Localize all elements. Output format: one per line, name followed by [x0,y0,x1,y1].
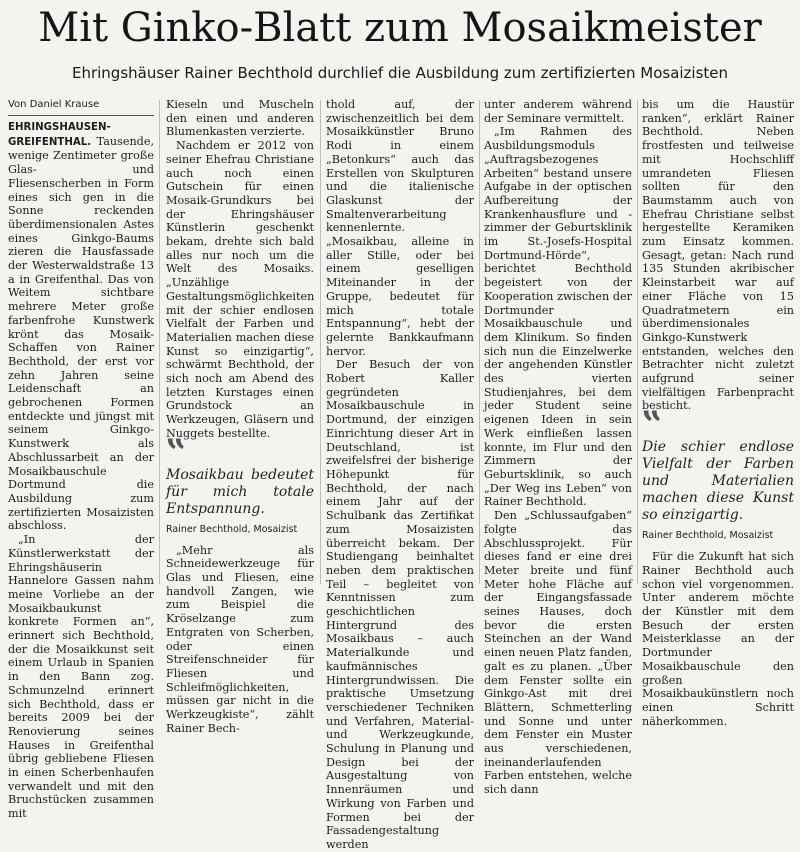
article-paragraph: „In der Künstlerwerkstatt der Ehringshäuserin Hannelore Gassen nahm meine Vorliebe an der Mosaikbaukunst konkrete Formen an“, erinnert sich Bechthold, der die Mosaikkunst seit einem Urlaub in Spanien in den Bann zog. Schmunzelnd erinnert sich Bechthold, dass er bereits 2009 bei der Renovierung seines Hauses in Greifenthal übrig gebliebene Fliesen in einen Scherbenhaufen verwandelt und mit den Bruchstücken zusammen mit [8,533,154,821]
pull-quote-source: Rainer Bechthold, Mosaizist [642,530,774,542]
article-subheadline: Ehringshäuser Rainer Bechthold durchlief die Ausbildung zum zertifizierten Mosaizisten [71,64,729,82]
article-column-2 [166,98,315,735]
article-paragraph: Den „Schlussaufgaben“ folgte das Abschlussprojekt. Für dieses fand er eine drei Meter breite und fünf Meter hohe Fläche auf der Eingangsfassade seines Hauses, doch bevor die ersten Steinchen an der Wand einen neuen Platz fanden, galt es zu planen. „Über dem Fenster sollte ein Ginkgo-Ast mit drei Blättern, Schmetterling und Sonne und unter dem Fenster ein Muster aus verschiedenen, ineinanderlaufenden Farben entstehen, welche sich dann [484,509,632,797]
article-column-5 [642,98,794,728]
article-paragraph: thold auf, der zwischenzeitlich bei dem Mosaikkünstler Bruno Rodi in einem „Betonkurs“ auch das Erstellen von Skulpturen und die italienische Glaskunst der Smaltenverarbeitung kennenlernte. „Mosaikbau, alleine in aller Stille, oder bei einem geselligen Miteinander in der Gruppe, bedeutet für mich totale Entspannung“, hebt der gelernte Bankkaufmann hervor. [326,98,474,358]
article-column-3 [326,98,474,851]
column-divider [320,100,321,584]
article-paragraph: „Im Rahmen des Ausbildungsmoduls „Auftragsbezogenes Arbeiten“ bestand unsere Aufgabe in der optischen Aufbereitung der Krankenhausflure und -zimmer der Geburtsklinik im St.-Josefs-Hospital Dortmund-Hörde“, berichtet Bechthold begeistert von der Kooperation zwischen der Dortmunder Mosaikbauschule und dem Klinikum. So finden sich nun die Einzelwerke der angehenden Künstler des vierten Studienjahres, bei dem jeder Student seine eigenen Ideen in sein Werk einfließen lassen konnte, im Flur und den Zimmern der Geburtsklinik, so auch „Der Weg ins Leben“ von Rainer Bechthold. [484,125,632,509]
quote-mark-icon: ‟ [642,404,663,447]
article-paragraph: Der Besuch der von Robert Kaller gegründeten Mosaikbauschule in Dortmund, der einzigen Einrichtung dieser Art in Deutschland, ist zweifelsfrei der bisherige Höhepunkt für Bechthold, der nach einem Jahr auf der Schulbank das Zertifikat zum Mosaizisten überreicht bekam. Der Studiengang beinhaltet neben dem praktischen Teil – begleitet von Kenntnissen zum geschichtlichen Hintergrund des Mosaikbaus – auch Materialkunde und kaufmännisches Hintergrundwissen. Die praktische Umsetzung verschiedener Techniken und Verfahren, Material- und Werkzeugkunde, Schulung in Planung und Design bei der Ausgestaltung von Innenräumen und Wirkung von Farben und Formen bei der Fassadengestaltung werden [326,358,474,851]
pull-quote-source: Rainer Bechthold, Mosaizist [166,523,298,535]
column-divider [159,100,160,584]
column-divider [479,100,480,584]
article-paragraph: Für die Zukunft hat sich Rainer Bechthold auch schon viel vorgenommen. Unter anderem möchte der Künstler mit dem Besuch der ersten Meisterklasse an der Dortmunder Mosaikbauschule den großen Mosaikbaukünstlern noch einen Schritt näherkommen. [642,550,794,728]
article-column-1 [8,98,154,821]
pull-quote: Mosaikbau bedeutet für mich totale Entspannung. [166,466,314,517]
dateline: EHRINGSHAUSEN-GREIFENTHAL. [8,122,111,148]
article-paragraph: Nachdem er 2012 von seiner Ehefrau Christiane auch noch einen Gutschein für einen Mosaik-Grundkurs bei der Ehringshäuser Künstlerin geschenkt bekam, drehte sich bald alles nur noch um die Welt des Mosaiks. „Unzählige Gestaltungsmöglichkeiten mit der schier endlosen Vielfalt der Farben und Materialien machen diese Kunst so einzigartig“, schwärmt Bechthold, der sich noch am Abend des letzten Kurstages einen Grundstock an Werkzeugen, Gläsern und Nuggets bestellte. [166,139,315,440]
article-paragraph: Kieseln und Muscheln den einen und anderen Blumenkasten verzierte. [166,98,314,139]
article-paragraph: EHRINGSHAUSEN-GREIFENTHAL. Tausende, wenige Zentimeter große Glas- und Fliesenscherben in Form eines sich gen in die Sonne reckenden überdimensionalen Astes eines Ginkgo-Baums zieren die Hausfassade der Westerwaldstraße 13 a in Greifenthal. Das von Weitem sichtbare mehrere Meter große farbenfrohe Kunstwerk krönt das Mosaik-Schaffen von Rainer Bechthold, der erst vor zehn Jahren seine Leidenschaft an gebrochenen Formen entdeckte und jüngst mit seinem Ginkgo-Kunstwerk als Abschlussarbeit an der Mosaikbauschule Dortmund die Ausbildung zum zertifizierten Mosaizisten abschloss. [8,122,154,533]
article-paragraph: unter anderem während der Seminare vermittelt. [484,98,632,125]
quote-mark-icon: ‟ [166,431,187,474]
column-divider [637,100,638,584]
article-headline: Mit Ginko-Blatt zum Mosaikmeister [38,5,762,51]
article-paragraph: bis um die Haustür ranken“, erklärt Rainer Bechthold. Neben frostfesten und teilweise mit Hochschliff umrandeten Fliesen sollten für den Baumstamm auch von Ehefrau Christiane selbst hergestellte Keramiken zum Einsatz kommen. Gesagt, getan: Nach rund 135 Stunden akribischer Kleinstarbeit war auf einer Fläche von 15 Quadratmetern ein überdimensionales Ginkgo-Kunstwerk entstanden, welches den Betrachter nicht zuletzt aufgrund seiner vielfältigen Farbenpracht besticht. [642,98,794,413]
article-column-4 [484,98,632,797]
pull-quote: Die schier endlose Vielfalt der Farben und Materialien machen diese Kunst so einzigartig. [642,439,794,524]
article-paragraph: „Mehr als Schneidewerkzeuge für Glas und Fliesen, eine handvoll Zangen, wie zum Beispiel die Kröselzange zum Entgraten von Scherben, oder einen Streifenschneider für Fliesen und Schleifmöglichkeiten, müssen gar nicht in die Werkzeugkiste“, zählt Rainer Bech- [166,543,314,735]
byline: Von Daniel Krause [8,98,154,116]
